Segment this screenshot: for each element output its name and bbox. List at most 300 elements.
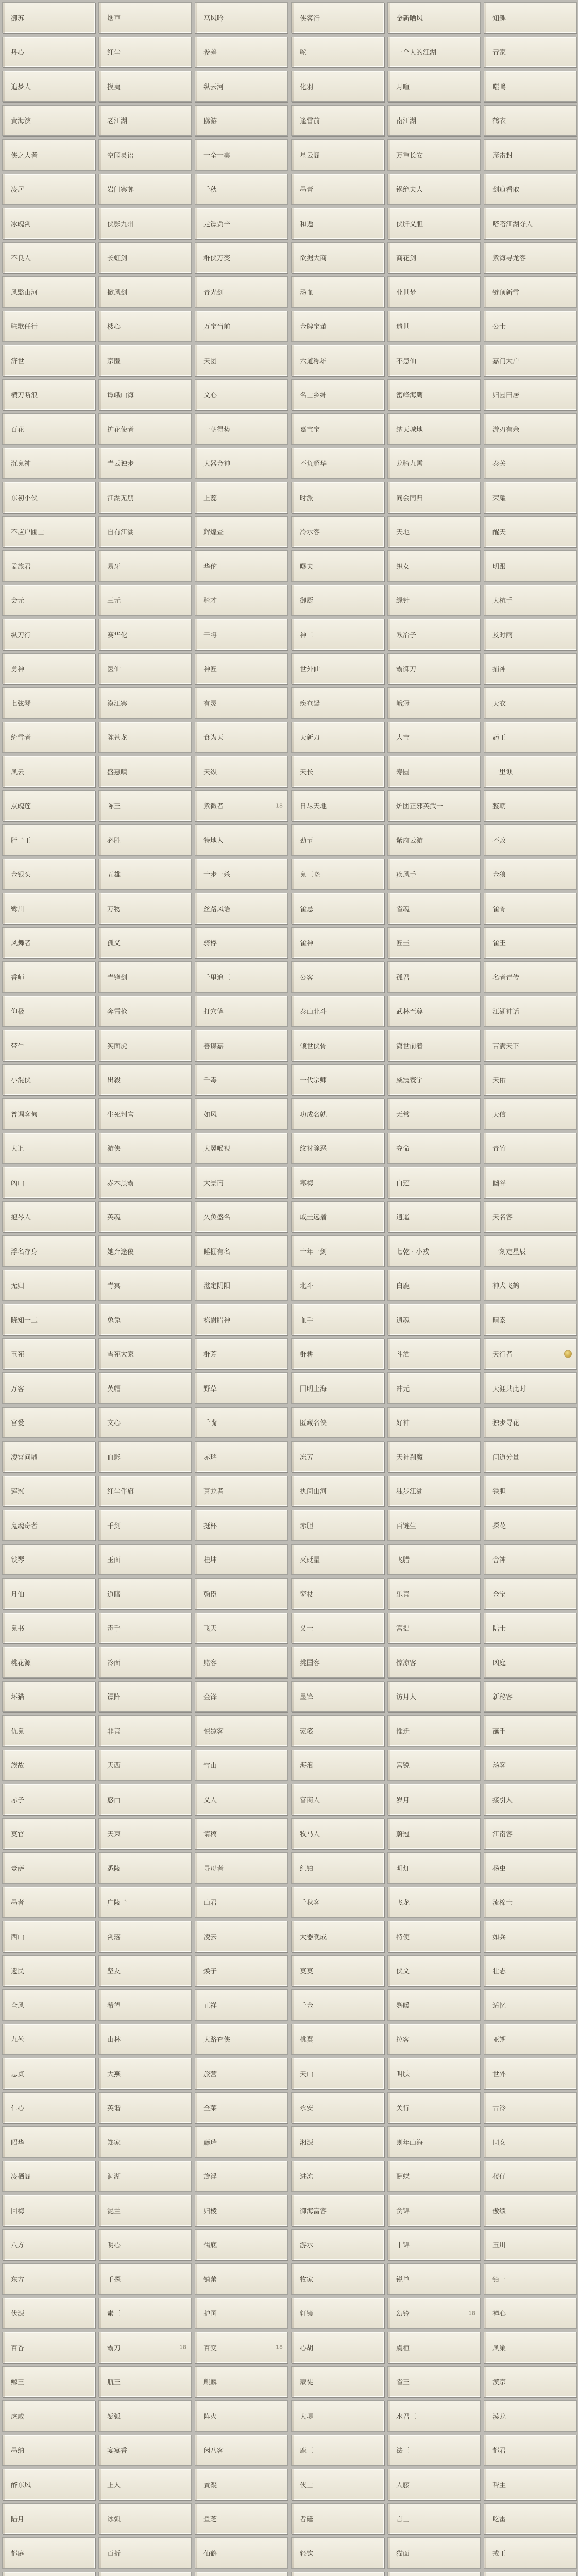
title-cell[interactable] [195,516,288,548]
title-cell[interactable] [195,722,288,753]
title-cell[interactable] [484,2572,577,2576]
title-cell[interactable] [387,516,481,548]
title-cell[interactable] [484,37,577,68]
title-cell[interactable] [98,961,192,993]
title-cell[interactable] [195,276,288,308]
title-cell[interactable] [98,1613,192,1644]
title-cell[interactable] [98,1064,192,1096]
title-cell[interactable] [387,482,481,513]
title-cell[interactable] [2,1133,95,1164]
title-cell[interactable] [484,550,577,582]
title-cell[interactable] [98,756,192,787]
title-cell[interactable] [195,1784,288,1815]
title-cell[interactable] [195,653,288,685]
title-cell[interactable] [98,311,192,342]
title-cell[interactable] [98,1647,192,1678]
title-cell[interactable] [484,208,577,239]
title-cell[interactable] [195,1372,288,1404]
title-cell[interactable] [195,1064,288,1096]
title-cell[interactable] [2,208,95,239]
title-cell[interactable] [291,961,384,993]
title-cell[interactable] [484,1613,577,1644]
title-cell[interactable] [484,2058,577,2089]
title-cell[interactable] [195,345,288,376]
title-cell[interactable] [98,550,192,582]
title-cell[interactable] [291,790,384,822]
title-cell[interactable] [291,1921,384,1952]
title-cell[interactable] [195,961,288,993]
title-cell[interactable] [291,1544,384,1575]
title-cell[interactable] [2,1476,95,1507]
title-cell[interactable] [291,2,384,33]
title-cell[interactable] [291,1167,384,1198]
title-cell[interactable] [484,1098,577,1130]
title-cell[interactable] [2,653,95,685]
title-cell[interactable] [387,2092,481,2124]
title-cell[interactable] [195,2366,288,2398]
title-cell[interactable] [387,1818,481,1850]
title-cell[interactable] [2,1235,95,1267]
title-cell[interactable] [98,2400,192,2432]
title-cell[interactable] [98,2195,192,2226]
title-cell[interactable] [387,311,481,342]
title-cell[interactable] [484,2229,577,2261]
title-cell[interactable] [387,1201,481,1233]
title-cell[interactable] [387,1372,481,1404]
title-cell[interactable] [98,1235,192,1267]
title-cell[interactable] [98,893,192,924]
title-cell[interactable] [195,1030,288,1061]
title-cell[interactable] [195,996,288,1027]
title-cell[interactable] [98,996,192,1027]
title-cell[interactable] [98,482,192,513]
title-cell[interactable] [2,2332,95,2363]
title-cell[interactable] [195,2,288,33]
title-cell[interactable] [291,585,384,616]
title-cell[interactable] [98,139,192,171]
title-cell[interactable] [98,687,192,719]
title-cell[interactable] [387,1852,481,1884]
title-cell[interactable] [387,1270,481,1301]
title-cell[interactable] [387,2024,481,2055]
title-cell[interactable] [291,824,384,856]
title-cell[interactable] [2,2572,95,2576]
title-cell[interactable] [2,927,95,959]
title-cell[interactable] [484,448,577,479]
title-cell[interactable] [195,1235,288,1267]
title-cell[interactable] [98,448,192,479]
title-cell[interactable] [195,208,288,239]
title-cell[interactable] [484,71,577,102]
title-cell[interactable] [195,379,288,411]
title-cell[interactable] [484,824,577,856]
title-cell[interactable] [2,550,95,582]
title-cell[interactable] [484,1235,577,1267]
title-cell[interactable] [98,71,192,102]
title-cell[interactable] [484,893,577,924]
title-cell[interactable] [195,1510,288,1541]
title-cell[interactable] [484,2024,577,2055]
title-cell[interactable] [2,756,95,787]
title-cell[interactable] [98,2298,192,2329]
title-cell[interactable] [484,2126,577,2158]
title-cell[interactable] [484,1578,577,1609]
title-cell[interactable] [291,1784,384,1815]
title-cell[interactable] [291,2058,384,2089]
title-cell[interactable] [291,893,384,924]
title-cell[interactable] [291,619,384,650]
title-cell[interactable] [484,619,577,650]
title-cell[interactable] [484,1407,577,1438]
title-cell[interactable] [484,413,577,445]
title-cell[interactable] [2,71,95,102]
title-cell[interactable] [291,1372,384,1404]
title-cell[interactable] [98,1681,192,1713]
title-cell[interactable] [195,1887,288,1918]
title-cell[interactable] [2,2092,95,2124]
title-cell[interactable] [2,1441,95,1472]
title-cell[interactable] [387,1064,481,1096]
title-cell[interactable] [2,174,95,205]
title-cell[interactable] [98,1476,192,1507]
title-cell[interactable] [98,1098,192,1130]
title-cell[interactable] [484,653,577,685]
title-cell[interactable] [291,276,384,308]
title-cell[interactable] [195,1647,288,1678]
title-cell[interactable] [387,2161,481,2192]
title-cell[interactable] [2,2229,95,2261]
title-cell[interactable] [2,1201,95,1233]
title-cell[interactable] [484,927,577,959]
title-cell[interactable] [387,1955,481,1987]
title-cell[interactable] [387,2469,481,2500]
title-cell[interactable] [291,2469,384,2500]
title-cell[interactable] [2,2366,95,2398]
title-cell[interactable] [2,1887,95,1918]
title-cell[interactable] [291,2126,384,2158]
title-cell[interactable] [2,790,95,822]
title-cell[interactable] [2,2537,95,2569]
title-cell[interactable] [98,790,192,822]
title-cell[interactable] [2,345,95,376]
title-cell[interactable] [484,1852,577,1884]
title-cell[interactable] [291,2263,384,2295]
title-cell[interactable] [387,619,481,650]
title-cell[interactable] [2,2058,95,2089]
title-cell[interactable] [2,516,95,548]
title-cell[interactable] [387,756,481,787]
title-cell[interactable] [2,242,95,274]
title-cell[interactable] [98,2435,192,2466]
title-cell[interactable] [291,1441,384,1472]
title-cell[interactable] [484,1921,577,1952]
title-cell[interactable] [484,345,577,376]
title-cell[interactable] [484,1304,577,1335]
title-cell[interactable] [2,1818,95,1850]
title-cell[interactable] [195,2469,288,2500]
title-cell[interactable] [98,1750,192,1781]
title-cell[interactable] [484,1441,577,1472]
title-cell[interactable] [291,1750,384,1781]
title-cell[interactable] [195,1955,288,1987]
title-cell[interactable] [98,2537,192,2569]
title-cell[interactable] [195,2126,288,2158]
title-cell[interactable] [387,448,481,479]
title-cell[interactable] [2,1304,95,1335]
title-cell[interactable] [195,756,288,787]
title-cell[interactable] [195,242,288,274]
title-cell[interactable] [195,1544,288,1575]
title-cell[interactable] [2,1647,95,1678]
title-cell[interactable] [98,1818,192,1850]
title-cell[interactable] [387,1167,481,1198]
title-cell[interactable] [2,482,95,513]
title-cell[interactable] [484,2298,577,2329]
title-cell[interactable] [291,1852,384,1884]
title-cell[interactable] [387,1407,481,1438]
title-cell[interactable] [2,619,95,650]
title-cell[interactable] [195,927,288,959]
title-cell[interactable] [291,1955,384,1987]
title-cell[interactable] [291,1201,384,1233]
title-cell[interactable] [2,2195,95,2226]
title-cell[interactable] [98,1578,192,1609]
title-cell[interactable] [387,413,481,445]
title-cell[interactable] [291,1098,384,1130]
title-cell[interactable] [2,961,95,993]
title-cell[interactable] [291,448,384,479]
title-cell[interactable] [291,1989,384,2021]
title-cell[interactable] [484,1064,577,1096]
title-cell[interactable] [484,1681,577,1713]
title-cell[interactable] [387,2435,481,2466]
title-cell[interactable] [195,2263,288,2295]
title-cell[interactable] [291,1235,384,1267]
title-cell[interactable] [387,208,481,239]
title-cell[interactable] [484,1647,577,1678]
title-cell[interactable] [98,2024,192,2055]
title-cell[interactable] [484,1270,577,1301]
title-cell[interactable] [484,1133,577,1164]
title-cell[interactable] [98,2263,192,2295]
title-cell[interactable] [387,927,481,959]
title-cell[interactable] [291,2537,384,2569]
title-cell[interactable] [387,2572,481,2576]
title-cell[interactable] [387,1613,481,1644]
title-cell[interactable] [291,550,384,582]
title-cell[interactable] [484,859,577,890]
title-cell[interactable] [2,276,95,308]
title-cell[interactable] [291,1270,384,1301]
title-cell[interactable] [387,1750,481,1781]
title-cell[interactable] [98,1407,192,1438]
title-cell[interactable] [291,71,384,102]
title-cell[interactable] [195,1852,288,1884]
title-cell[interactable] [195,1578,288,1609]
title-cell[interactable] [195,2572,288,2576]
title-cell[interactable] [387,1578,481,1609]
title-cell[interactable] [98,619,192,650]
title-cell[interactable] [291,345,384,376]
title-cell[interactable] [291,2195,384,2226]
title-cell[interactable] [291,1887,384,1918]
title-cell[interactable] [2,2298,95,2329]
title-cell[interactable] [484,1955,577,1987]
title-cell[interactable] [195,2024,288,2055]
title-cell[interactable] [195,1613,288,1644]
title-cell[interactable] [387,2229,481,2261]
title-cell[interactable] [291,2400,384,2432]
title-cell[interactable] [291,1133,384,1164]
title-cell[interactable] [387,1235,481,1267]
title-cell[interactable] [387,71,481,102]
title-cell[interactable] [98,1544,192,1575]
title-cell[interactable] [387,550,481,582]
title-cell[interactable] [484,961,577,993]
title-cell[interactable] [98,2058,192,2089]
title-cell[interactable] [484,2435,577,2466]
title-cell[interactable] [291,516,384,548]
title-cell[interactable] [98,208,192,239]
title-cell[interactable] [2,2126,95,2158]
title-cell[interactable] [484,2537,577,2569]
title-cell[interactable] [195,1407,288,1438]
title-cell[interactable] [484,276,577,308]
title-cell[interactable] [195,1270,288,1301]
title-cell[interactable] [291,242,384,274]
title-cell[interactable] [387,961,481,993]
title-cell[interactable] [98,37,192,68]
title-cell[interactable] [2,1544,95,1575]
title-cell[interactable] [195,1338,288,1370]
title-cell[interactable] [291,311,384,342]
title-cell[interactable] [2,1578,95,1609]
title-cell[interactable] [98,516,192,548]
title-cell[interactable] [291,413,384,445]
title-cell[interactable] [484,2332,577,2363]
title-cell[interactable] [291,653,384,685]
title-cell[interactable] [484,1510,577,1541]
title-cell[interactable] [195,37,288,68]
title-cell[interactable] [2,448,95,479]
title-cell[interactable] [195,1098,288,1130]
title-cell[interactable] [387,1030,481,1061]
title-cell[interactable] [2,1681,95,1713]
title-cell[interactable] [98,379,192,411]
title-cell[interactable] [291,756,384,787]
title-cell[interactable] [98,1955,192,1987]
title-cell[interactable] [484,996,577,1027]
title-cell[interactable] [2,1270,95,1301]
title-cell[interactable] [2,1098,95,1130]
title-cell[interactable] [195,2229,288,2261]
title-cell[interactable] [195,482,288,513]
title-cell[interactable] [387,1304,481,1335]
title-cell[interactable] [98,1441,192,1472]
title-cell[interactable] [195,859,288,890]
title-cell[interactable] [484,1544,577,1575]
title-cell[interactable] [195,139,288,171]
title-cell[interactable] [484,1715,577,1747]
title-cell[interactable] [195,71,288,102]
title-cell[interactable] [484,2092,577,2124]
title-cell[interactable] [387,1784,481,1815]
title-cell[interactable] [387,859,481,890]
title-cell[interactable] [291,927,384,959]
title-cell[interactable] [291,1407,384,1438]
title-cell[interactable] [98,345,192,376]
title-cell[interactable] [387,2298,481,2329]
title-cell[interactable] [195,1476,288,1507]
title-cell[interactable] [387,139,481,171]
title-cell[interactable] [291,2229,384,2261]
title-cell[interactable] [2,105,95,137]
title-cell[interactable] [387,2537,481,2569]
title-cell[interactable] [291,2298,384,2329]
title-cell[interactable] [484,790,577,822]
title-cell[interactable] [387,1133,481,1164]
title-cell[interactable] [484,2503,577,2535]
title-cell[interactable] [98,1133,192,1164]
title-cell[interactable] [195,893,288,924]
title-cell[interactable] [2,1338,95,1370]
title-cell[interactable] [291,687,384,719]
title-cell[interactable] [195,2092,288,2124]
title-cell[interactable] [2,1372,95,1404]
title-cell[interactable] [98,927,192,959]
title-cell[interactable] [98,824,192,856]
title-cell[interactable] [195,1989,288,2021]
title-cell[interactable] [98,653,192,685]
title-cell[interactable] [195,2298,288,2329]
title-cell[interactable] [387,37,481,68]
title-cell[interactable] [387,1921,481,1952]
title-cell[interactable] [291,139,384,171]
title-cell[interactable] [98,2092,192,2124]
title-cell[interactable] [387,1544,481,1575]
title-cell[interactable] [2,1167,95,1198]
title-cell[interactable] [291,1304,384,1335]
title-cell[interactable] [387,2126,481,2158]
title-cell[interactable] [195,1715,288,1747]
title-cell[interactable] [387,1715,481,1747]
title-cell[interactable] [195,550,288,582]
title-cell[interactable] [2,1852,95,1884]
title-cell[interactable] [195,105,288,137]
title-cell[interactable] [195,2400,288,2432]
title-cell[interactable] [484,2400,577,2432]
title-cell[interactable] [291,482,384,513]
title-cell[interactable] [195,2195,288,2226]
title-cell[interactable] [2,1715,95,1747]
title-cell[interactable] [484,2263,577,2295]
title-cell[interactable] [291,1510,384,1541]
title-cell[interactable] [98,585,192,616]
title-cell[interactable] [2,996,95,1027]
title-cell[interactable] [387,1098,481,1130]
title-cell[interactable] [484,1030,577,1061]
title-cell[interactable] [291,208,384,239]
title-cell[interactable] [387,1338,481,1370]
title-cell[interactable] [98,1715,192,1747]
title-cell[interactable] [484,1887,577,1918]
title-cell[interactable] [291,2503,384,2535]
title-cell[interactable] [98,1921,192,1952]
title-cell[interactable] [387,824,481,856]
title-cell[interactable] [387,1476,481,1507]
title-cell[interactable] [387,345,481,376]
title-cell[interactable] [291,2332,384,2363]
